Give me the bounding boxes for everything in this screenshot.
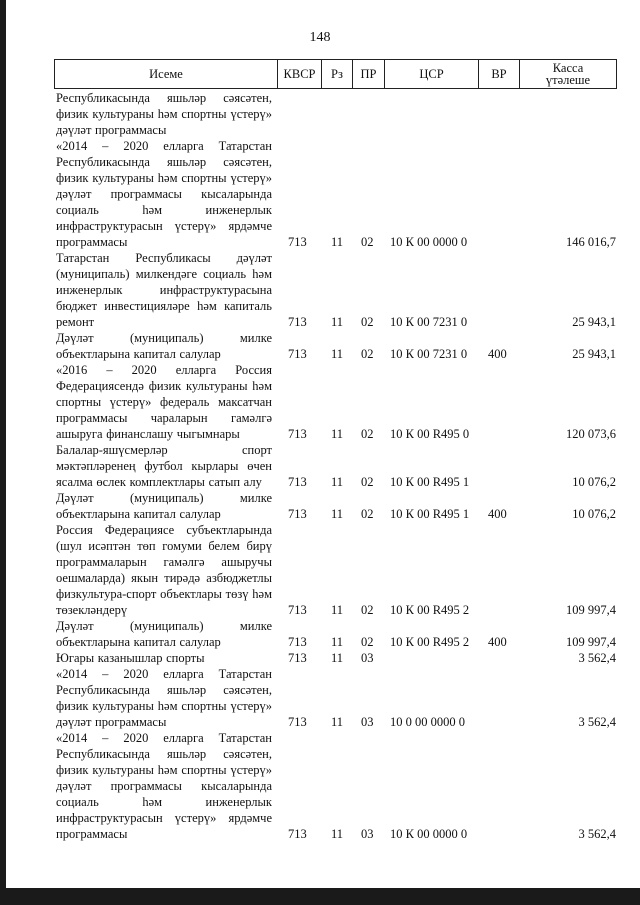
- row-rz: 11: [331, 715, 344, 729]
- row-pr: 02: [361, 235, 374, 249]
- table-row: [56, 90, 616, 138]
- row-csr: 10 К 00 7231 0: [390, 347, 468, 361]
- row-pr: 02: [361, 475, 374, 489]
- row-name: «2014 – 2020 елларга Татарстан Республикасында яшьләр сәясәтен, физик культураны һәм спортны үстерү» дәүләт программасы кысаларында социаль һәм инженерлык инфраструктурасын үстерү» ярдәмче программасы: [56, 139, 272, 249]
- table-row: [56, 666, 616, 730]
- row-kvsr: 713: [288, 427, 307, 441]
- row-vr: 400: [488, 347, 507, 361]
- row-sum: 10 076,2: [572, 475, 616, 489]
- table-row: [56, 138, 616, 250]
- row-csr: 10 К 00 R495 0: [390, 427, 470, 441]
- row-name: «2014 – 2020 елларга Татарстан Республикасында яшьләр сәясәтен, физик культураны һәм спортны үстерү» дәүләт программасы: [56, 667, 272, 729]
- row-pr: 02: [361, 347, 374, 361]
- row-csr: 10 К 00 R495 2: [390, 603, 470, 617]
- row-vr: 400: [488, 635, 507, 649]
- row-pr: 02: [361, 507, 374, 521]
- table-row: [56, 730, 616, 842]
- row-csr: 10 К 00 7231 0: [390, 315, 468, 329]
- row-sum: 146 016,7: [566, 235, 616, 249]
- row-rz: 11: [331, 347, 344, 361]
- row-name: Россия Федерациясе субъектларында (шул исәптән төп гомуми белем бирү программаларын гамәлгә ашыручы оешмаларда) якын тирәдә азбюджетлы физкультура-спорт объектлары төзү һәм төзекләндерү: [56, 523, 272, 617]
- row-rz: 11: [331, 603, 344, 617]
- row-kvsr: 713: [288, 715, 307, 729]
- row-kvsr: 713: [288, 315, 307, 329]
- row-kvsr: 713: [288, 635, 307, 649]
- row-rz: 11: [331, 427, 344, 441]
- row-name: Республикасында яшьләр сәясәтен, физик культураны һәм спортны үстерү» дәүләт программасы: [56, 91, 272, 137]
- table-row: [56, 330, 616, 362]
- row-rz: 11: [331, 635, 344, 649]
- row-kvsr: 713: [288, 347, 307, 361]
- row-pr: 03: [361, 651, 374, 665]
- row-csr: 10 К 00 R495 1: [390, 507, 470, 521]
- row-sum: 25 943,1: [572, 347, 616, 361]
- table-body: [56, 90, 616, 842]
- row-pr: 02: [361, 603, 374, 617]
- row-sum: 109 997,4: [566, 603, 616, 617]
- header-top-rule: [54, 59, 617, 60]
- header-sum: [520, 62, 616, 86]
- row-name: Дәүләт (муниципаль) милке объектларына капитал салулар: [56, 619, 272, 649]
- row-kvsr: 713: [288, 507, 307, 521]
- row-csr: 10 0 00 0000 0: [390, 715, 465, 729]
- row-kvsr: 713: [288, 651, 307, 665]
- header-rz: Рз: [331, 67, 343, 81]
- row-name: Балалар-яшүсмерләр спорт мәктәпләренең футбол кырлары өчен ясалма өслек комплектлары сатып алу: [56, 443, 272, 489]
- row-sum: 120 073,6: [566, 427, 616, 441]
- header-sum-line2: үтәлеше: [545, 73, 591, 87]
- row-name: Югары казанышлар спорты: [56, 651, 205, 665]
- row-kvsr: 713: [288, 475, 307, 489]
- row-rz: 11: [331, 475, 344, 489]
- row-name: «2014 – 2020 елларга Татарстан Республикасында яшьләр сәясәтен, физик культураны һәм спортны үстерү» дәүләт программасы кысаларында социаль һәм инженерлык инфраструктурасын үстерү» ярдәмче программасы: [56, 731, 272, 841]
- table-row: [56, 362, 616, 442]
- row-rz: 11: [331, 235, 344, 249]
- table-row: [56, 522, 616, 618]
- scan-edge-bottom: [0, 888, 640, 905]
- table-row: [56, 250, 616, 330]
- row-kvsr: 713: [288, 827, 307, 841]
- table-row: [56, 618, 616, 650]
- header-csr: ЦСР: [419, 67, 444, 81]
- table-row: [56, 650, 616, 666]
- scan-edge-left: [0, 0, 6, 905]
- row-sum: 109 997,4: [566, 635, 616, 649]
- row-vr: 400: [488, 507, 507, 521]
- row-csr: 10 К 00 0000 0: [390, 827, 468, 841]
- row-rz: 11: [331, 651, 344, 665]
- table-row: [56, 442, 616, 490]
- column-divider: [616, 60, 617, 88]
- row-rz: 11: [331, 827, 344, 841]
- row-sum: 3 562,4: [578, 715, 616, 729]
- row-kvsr: 713: [288, 235, 307, 249]
- row-sum: 3 562,4: [578, 651, 616, 665]
- row-csr: 10 К 00 R495 1: [390, 475, 470, 489]
- row-rz: 11: [331, 507, 344, 521]
- header-bottom-rule: [54, 88, 617, 89]
- header-name: Исеме: [149, 67, 183, 81]
- row-pr: 03: [361, 827, 374, 841]
- header-sum-line1: Касса: [552, 61, 584, 75]
- row-rz: 11: [331, 315, 344, 329]
- row-csr: 10 К 00 0000 0: [390, 235, 468, 249]
- row-sum: 10 076,2: [572, 507, 616, 521]
- row-sum: 3 562,4: [578, 827, 616, 841]
- row-pr: 02: [361, 635, 374, 649]
- row-sum: 25 943,1: [572, 315, 616, 329]
- row-pr: 02: [361, 315, 374, 329]
- header-vr: ВР: [491, 67, 507, 81]
- header-kvsr: КВСР: [283, 67, 316, 81]
- row-pr: 02: [361, 427, 374, 441]
- row-name: Татарстан Республикасы дәүләт (муниципаль) милкендәге социаль һәм инженерлык инфраструктурасына бюджет инвестицияләре һәм капиталь ремонт: [56, 251, 272, 329]
- row-name: «2016 – 2020 елларга Россия Федерациясендә физик культураны һәм спортны үстерү» федераль максатчан программасы чараларын гамәлгә ашыруга финанслашу чыгымнары: [56, 363, 272, 441]
- row-name: Дәүләт (муниципаль) милке объектларына капитал салулар: [56, 491, 272, 521]
- row-pr: 03: [361, 715, 374, 729]
- row-kvsr: 713: [288, 603, 307, 617]
- row-name: Дәүләт (муниципаль) милке объектларына капитал салулар: [56, 331, 272, 361]
- row-csr: 10 К 00 R495 2: [390, 635, 470, 649]
- table-row: [56, 490, 616, 522]
- page-number: 148: [309, 30, 331, 45]
- header-pr: ПР: [360, 67, 377, 81]
